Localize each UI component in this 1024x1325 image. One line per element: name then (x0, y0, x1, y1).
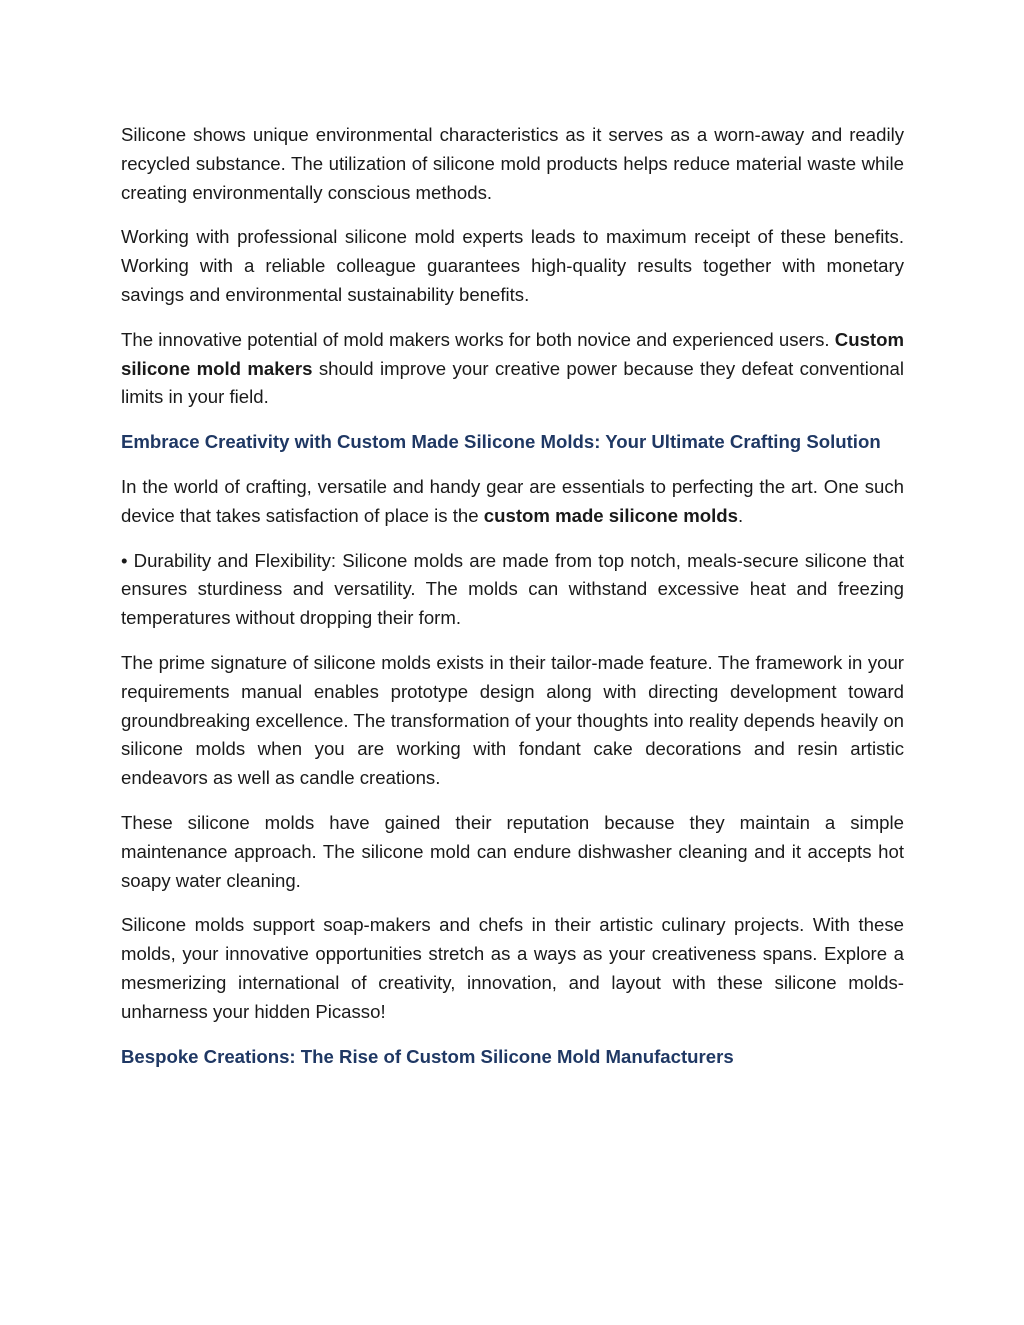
keyword-custom-made-silicone-molds: custom made silicone molds (483, 504, 738, 526)
document-page (121, 121, 904, 1087)
paragraph-soap-makers-chefs: Silicone molds support soap-makers and chefs in their artistic culinary projects. With these molds, your innovative opportunities stretch as a ways as your creativeness spans. Explore a mesmerizing international of creativity, innovation, and layout with these silicone molds- unharness your hidden Picasso! (121, 914, 904, 1022)
keyword-custom-silicone-mold-makers: Custom silicone mold makers (121, 328, 904, 379)
bullet-durability-flexibility: • Durability and Flexibility: Silicone molds are made from top notch, meals-secure silicone that ensures sturdiness and versatility. The molds can withstand excessive heat and freezing temperatures without dropping their form. (121, 549, 904, 629)
paragraph-professional-experts: Working with professional silicone mold experts leads to maximum receipt of these benefits. Working with a reliable colleague guarantees high-quality results together with monetary savings and environmental sustainability benefits. (121, 226, 904, 305)
paragraph-text: In the world of crafting, versatile and handy gear are essentials to perfecting the art. One such device that takes satisfaction of place is the (121, 475, 904, 526)
paragraph-mold-makers (121, 326, 904, 412)
paragraph-text: The innovative potential of mold makers works for both novice and experienced users. (121, 328, 835, 350)
paragraph-crafting-world (121, 473, 904, 531)
paragraph-environmental: Silicone shows unique environmental characteristics as it serves as a worn-away and readily recycled substance. The utilization of silicone mold products helps reduce material waste while creating environmentally conscious methods. (121, 124, 904, 203)
paragraph-tailor-made: The prime signature of silicone molds exists in their tailor-made feature. The framework in your requirements manual enables prototype design along with directing development toward groundbreaking excellence. The transformation of your thoughts into reality depends heavily on silicone molds when you are working with fondant cake decorations and resin artistic endeavors as well as candle creations. (121, 651, 904, 789)
section-heading-bespoke-creations: Bespoke Creations: The Rise of Custom Silicone Mold Manufacturers (121, 1045, 734, 1067)
paragraph-text: should improve your creative power because they defeat conventional limits in your field. (121, 357, 904, 408)
section-heading-embrace-creativity: Embrace Creativity with Custom Made Silicone Molds: Your Ultimate Crafting Solution (121, 431, 881, 453)
paragraph-maintenance: These silicone molds have gained their reputation because they maintain a simple maintenance approach. The silicone mold can endure dishwasher cleaning and it accepts hot soapy water cleaning. (121, 811, 904, 891)
paragraph-text: . (737, 504, 744, 526)
